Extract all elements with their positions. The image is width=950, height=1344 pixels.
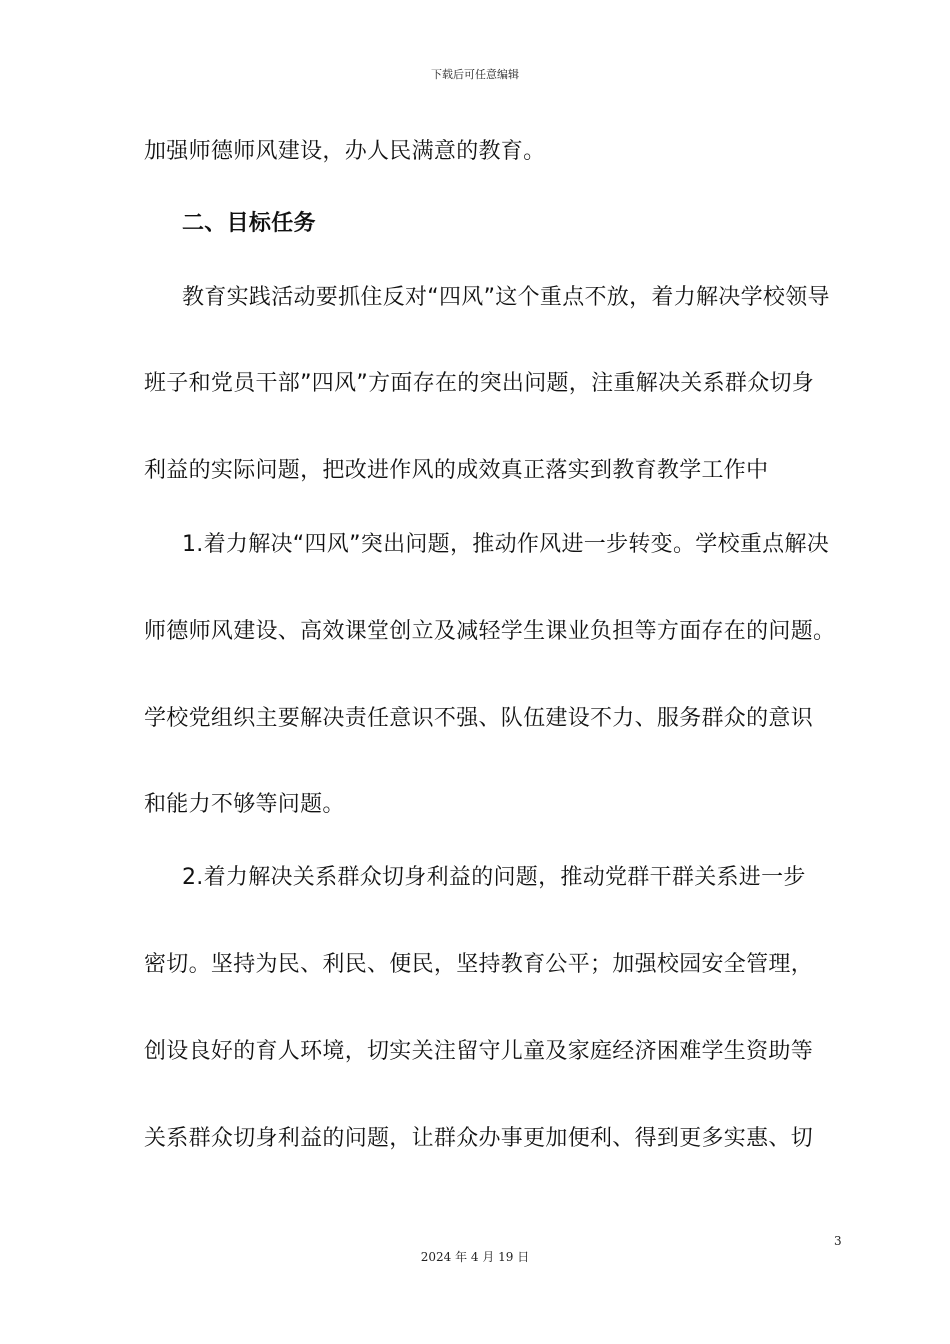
paragraph-line: 教育实践活动要抓住反对“四风”这个重点不放，着力解决学校领导 — [182, 285, 830, 310]
paragraph-line: 2.着力解决关系群众切身利益的问题，推动党群干群关系进一步 — [182, 865, 806, 890]
paragraph-line: 利益的实际问题，把改进作风的成效真正落实到教育教学工作中 — [144, 458, 769, 483]
page-footer-date: 2024 年 4 月 19 日 — [420, 1250, 530, 1264]
section-heading: 二、目标任务 — [182, 211, 316, 236]
paragraph-line: 师德师风建设、高效课堂创立及减轻学生课业负担等方面存在的问题。 — [144, 619, 836, 644]
paragraph-line: 班子和党员干部”四风”方面存在的突出问题，注重解决关系群众切身 — [144, 371, 815, 396]
paragraph-line: 学校党组织主要解决责任意识不强、队伍建设不力、服务群众的意识 — [144, 706, 814, 731]
paragraph-line: 密切。坚持为民、利民、便民，坚持教育公平；加强校园安全管理， — [144, 952, 814, 977]
paragraph-line: 1.着力解决“四风”突出问题，推动作风进一步转变。学校重点解决 — [182, 532, 830, 557]
page-header: 下载后可任意编辑 — [431, 68, 519, 81]
page-number: 3 — [834, 1234, 842, 1248]
paragraph-line: 关系群众切身利益的问题，让群众办事更加便利、得到更多实惠、切 — [144, 1126, 814, 1151]
paragraph-line: 创设良好的育人环境，切实关注留守儿童及家庭经济困难学生资助等 — [144, 1039, 814, 1064]
paragraph-line: 加强师德师风建设，办人民满意的教育。 — [144, 139, 546, 164]
paragraph-line: 和能力不够等问题。 — [144, 792, 345, 817]
